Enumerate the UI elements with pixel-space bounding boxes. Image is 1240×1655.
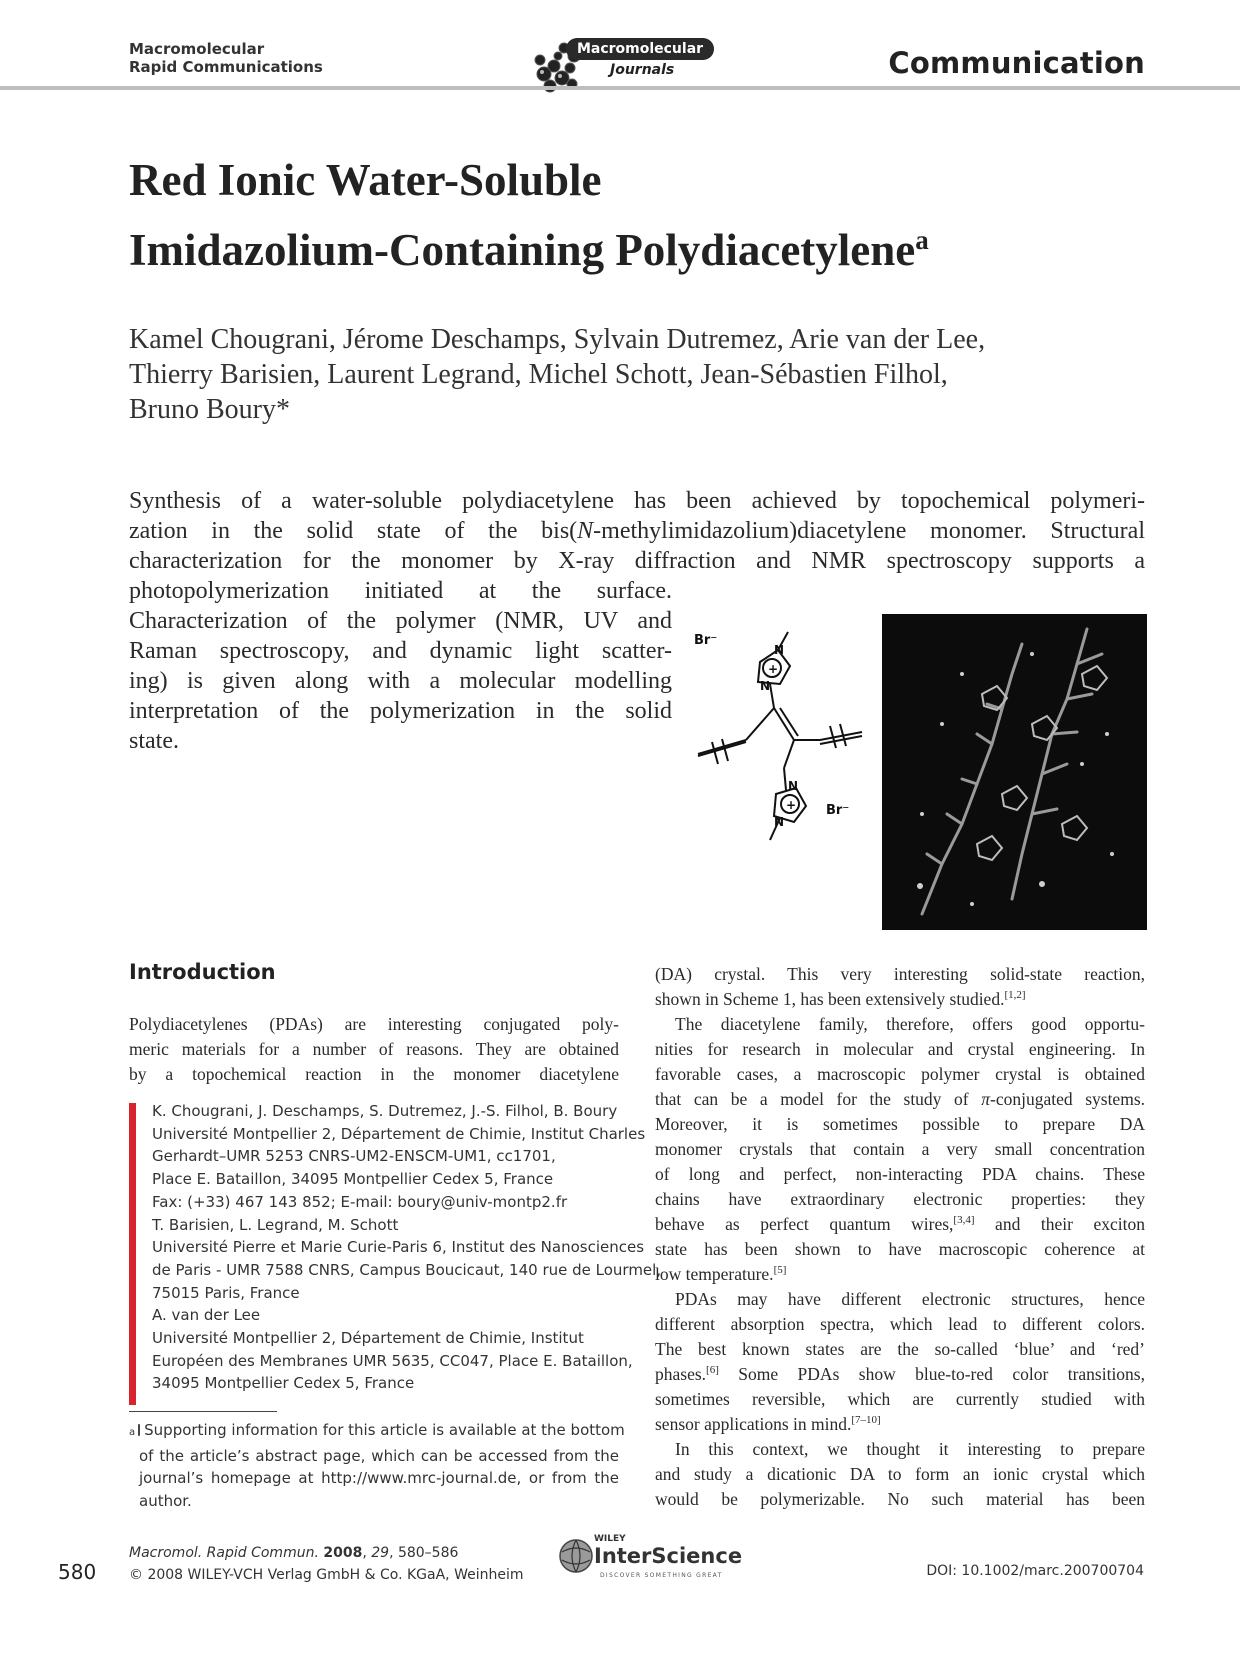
affiliation-line: Place E. Bataillon, 34095 Montpellier Cedex 5, France [152, 1170, 554, 1189]
title-line2-text: Imidazolium-Containing Polydiacetylene [129, 225, 916, 275]
logo-interscience-text: InterScience [594, 1544, 743, 1568]
citation-ref[interactable]: [1,2] [1004, 989, 1026, 1002]
affiliation-accent-bar [129, 1103, 136, 1405]
title-line1: Red Ionic Water-Soluble [129, 155, 602, 205]
molecular-model-image [882, 614, 1147, 930]
computer-icon [138, 1424, 140, 1436]
abstract-text: zation in the solid state of the bis( [129, 518, 578, 544]
footnote-marker: a [129, 1427, 136, 1438]
citation-footer [129, 1542, 523, 1586]
body-text-line: of long and perfect, non-interacting PDA chains. These [655, 1164, 1145, 1184]
abstract-line: state. [129, 728, 179, 754]
body-text-line: monomer crystals that contain a very small concentration [655, 1139, 1145, 1159]
affiliation-line: Gerhardt–UMR 5253 CNRS-UM2-ENSCM-UM1, cc1701, [152, 1147, 556, 1166]
body-text: phases. [655, 1364, 707, 1384]
journal-name-line1: Macromolecular [129, 40, 265, 58]
authors-line3: Bruno Boury* [129, 394, 290, 425]
citation-ref[interactable]: [7–10] [851, 1414, 881, 1427]
body-text: -conjugated systems. [990, 1089, 1145, 1109]
affiliations-block [152, 1100, 662, 1395]
affiliation-line: Université Pierre et Marie Curie-Paris 6, Institut des Nanosciences [152, 1238, 645, 1257]
citation-ref[interactable]: [6] [706, 1364, 719, 1377]
abstract-line: Synthesis of a water-soluble polydiacetylene has been achieved by topochemical polymeri- [129, 488, 1145, 514]
body-text: sensor applications in mind. [655, 1414, 852, 1434]
atom-label: N [788, 779, 799, 793]
abstract-line: Characterization of the polymer (NMR, UV and [129, 608, 672, 634]
body-text-line [655, 1412, 1145, 1437]
body-text-line: PDAs may have different electronic structures, hence [675, 1289, 1145, 1309]
body-text-line: sometimes reversible, which are currently studied with [655, 1389, 1145, 1409]
body-text: that can be a model for the study of [655, 1089, 982, 1109]
body-text-line: state has been shown to have macroscopic coherence at [655, 1239, 1145, 1259]
abstract-line: interpretation of the polymerization in the solid [129, 698, 672, 724]
affiliation-line: K. Chougrani, J. Deschamps, S. Dutremez, J.-S. Filhol, B. Boury [152, 1102, 618, 1120]
article-title [129, 150, 1129, 280]
bromide-label-top: Br⁻ [694, 633, 718, 648]
affiliation-line: T. Barisien, L. Legrand, M. Schott [152, 1215, 399, 1234]
affiliation-line: 75015 Paris, France [152, 1283, 300, 1302]
abstract-italic: N [577, 518, 594, 544]
abstract-line: Raman spectroscopy, and dynamic light scatter- [129, 638, 672, 664]
affiliation-contact: Fax: (+33) 467 143 852; E-mail: boury@univ-montp2.fr [152, 1192, 568, 1211]
bromide-label-bottom: Br⁻ [826, 803, 850, 818]
author-list [129, 322, 1149, 427]
footnote-line: journal’s homepage at http://www.mrc-journal.de, or from the [139, 1469, 619, 1487]
body-text-line: In this context, we thought it interesting to prepare [675, 1439, 1145, 1459]
footnote-rule [129, 1411, 277, 1412]
logo-tagline: DISCOVER SOMETHING GREAT [600, 1572, 723, 1579]
footnote-line [129, 1419, 625, 1445]
title-footnote-marker: a [915, 225, 929, 255]
citation-volume: 29 [371, 1545, 390, 1561]
body-text-line: chains have extraordinary electronic properties: they [655, 1189, 1145, 1209]
page-number: 580 [58, 1560, 97, 1584]
citation-ref[interactable]: [3,4] [953, 1214, 975, 1227]
citation-ref[interactable]: [5] [773, 1264, 787, 1277]
body-text-line: favorable cases, a macroscopic polymer crystal is obtained [655, 1064, 1145, 1084]
charge-label: + [786, 798, 797, 812]
charge-label: + [768, 662, 779, 676]
citation-line: Macromol. Rapid Commun. 2008, 29, 580–586 [129, 1545, 459, 1561]
body-text-line [655, 1087, 1145, 1112]
logo-wiley-text: WILEY [594, 1534, 626, 1544]
title-line2 [129, 210, 1129, 280]
affiliation-line: de Paris - UMR 7588 CNRS, Campus Boucicaut, 140 rue de Lourmel, [152, 1260, 662, 1279]
body-text-line [655, 1262, 1145, 1287]
body-text: shown in Scheme 1, has been extensively studied. [655, 989, 1005, 1009]
abstract-line: photopolymerization initiated at the surface. [129, 578, 672, 604]
atom-label: N [760, 679, 771, 693]
logo-subtext: Journals [610, 62, 675, 78]
body-text: and their exciton [974, 1214, 1145, 1234]
body-text-line: Polydiacetylenes (PDAs) are interesting conjugated poly- [129, 1014, 619, 1034]
monomer-structure-diagram [690, 612, 870, 882]
footnote [129, 1419, 625, 1512]
atom-label: N [774, 643, 785, 657]
body-text-line: different absorption spectra, which lead to different colors. [655, 1314, 1145, 1334]
affiliation-line: Université Montpellier 2, Département de Chimie, Institut Charles [152, 1124, 646, 1143]
wiley-interscience-logo [556, 1532, 746, 1584]
body-text-line [655, 1212, 1145, 1237]
body-text: low temperature. [655, 1264, 774, 1284]
affiliation-line: Université Montpellier 2, Département de Chimie, Institut [152, 1329, 584, 1348]
abstract-text: -methylimidazolium)diacetylene monomer. Structural [593, 518, 1145, 544]
affiliation-line: 34095 Montpellier Cedex 5, France [152, 1374, 415, 1393]
authors-line1: Kamel Chougrani, Jérome Deschamps, Sylvain Dutremez, Arie van der Lee, [129, 324, 986, 355]
header-rule [0, 86, 1240, 90]
body-text-line: The diacetylene family, therefore, offers good opportu- [675, 1014, 1145, 1034]
body-text-line: Moreover, it is sometimes possible to prepare DA [655, 1114, 1145, 1134]
section-label: Communication [888, 46, 1145, 80]
body-text-line [655, 1362, 1145, 1387]
authors-line2: Thierry Barisien, Laurent Legrand, Michel Schott, Jean-Sébastien Filhol, [129, 359, 948, 390]
atom-label: N [774, 815, 785, 829]
footnote-line: of the article’s abstract page, which can be accessed from the [139, 1446, 619, 1465]
footnote-line: author. [139, 1491, 192, 1510]
citation-journal: Macromol. Rapid Commun. [129, 1545, 319, 1561]
copyright-line: © 2008 WILEY-VCH Verlag GmbH & Co. KGaA, Weinheim [129, 1567, 524, 1583]
journal-name-line2: Rapid Communications [129, 58, 323, 76]
body-text-line: would be polymerizable. No such material has been [655, 1489, 1145, 1509]
globe-icon [556, 1536, 596, 1576]
body-text-line: (DA) crystal. This very interesting solid-state reaction, [655, 964, 1145, 984]
body-text-line: The best known states are the so-called ‘blue’ and ‘red’ [655, 1339, 1145, 1359]
body-text: behave as perfect quantum wires, [655, 1214, 954, 1234]
abstract-line: ing) is given along with a molecular modelling [129, 668, 672, 694]
footnote-text: Supporting information for this article is available at the bottom [144, 1421, 625, 1439]
polymer-chain-render [882, 614, 1147, 930]
body-text-line: by a topochemical reaction in the monomer diacetylene [129, 1064, 619, 1084]
abstract-line [129, 516, 1145, 546]
doi[interactable]: DOI: 10.1002/marc.200700704 [926, 1563, 1144, 1579]
body-text: Some PDAs show blue-to-red color transitions, [718, 1364, 1145, 1384]
journal-name [129, 40, 323, 76]
affiliation-line: A. van der Lee [152, 1306, 261, 1325]
affiliation-line: Européen des Membranes UMR 5635, CC047, Place E. Bataillon, [152, 1351, 633, 1370]
abstract-line: characterization for the monomer by X-ray diffraction and NMR spectroscopy supports a [129, 548, 1145, 574]
body-text-line: nities for research in molecular and crystal engineering. In [655, 1039, 1145, 1059]
body-text-line: meric materials for a number of reasons. They are obtained [129, 1039, 619, 1059]
body-text-line [655, 987, 1145, 1012]
citation-year: 2008 [323, 1545, 363, 1561]
logo-pill-text: Macromolecular [566, 38, 714, 60]
pi-symbol: π [981, 1089, 990, 1109]
section-heading-introduction: Introduction [129, 960, 276, 984]
citation-pages: , 580–586 [389, 1545, 459, 1561]
body-text-line: and study a dicationic DA to form an ionic crystal which [655, 1464, 1145, 1484]
